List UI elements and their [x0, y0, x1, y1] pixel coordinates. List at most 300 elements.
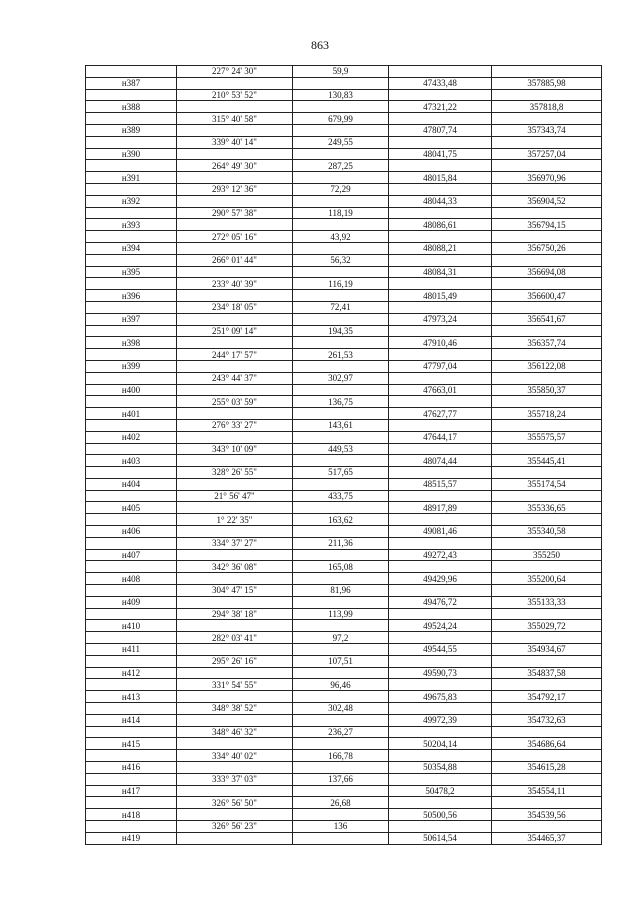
segment-empty-cell	[389, 467, 492, 479]
segment-empty-cell	[389, 632, 492, 644]
point-empty-cell	[293, 101, 389, 113]
segment-empty-cell	[86, 608, 177, 620]
segment-empty-cell	[86, 514, 177, 526]
point-empty-cell	[177, 738, 293, 750]
point-empty-cell	[293, 384, 389, 396]
segment-empty-cell	[389, 679, 492, 691]
segment-row	[86, 585, 602, 597]
segment-length-cell: 107,51	[293, 655, 389, 667]
y-coordinate-cell: 356600,47	[492, 290, 602, 302]
segment-row	[86, 679, 602, 691]
segment-length-cell: 43,92	[293, 231, 389, 243]
segment-empty-cell	[86, 372, 177, 384]
segment-empty-cell	[492, 750, 602, 762]
y-coordinate-cell: 357343,74	[492, 124, 602, 136]
point-empty-cell	[293, 360, 389, 372]
segment-empty-cell	[389, 183, 492, 195]
direction-angle-cell: 233° 40' 39"	[177, 278, 293, 290]
segment-length-cell: 163,62	[293, 514, 389, 526]
segment-row	[86, 113, 602, 125]
segment-row	[86, 443, 602, 455]
direction-angle-cell: 326° 56' 23"	[177, 821, 293, 833]
point-row	[86, 526, 602, 538]
point-empty-cell	[293, 313, 389, 325]
point-row	[86, 738, 602, 750]
point-id-cell: н393	[86, 219, 177, 231]
point-empty-cell	[177, 667, 293, 679]
point-id-cell: н397	[86, 313, 177, 325]
point-empty-cell	[293, 549, 389, 561]
point-empty-cell	[293, 738, 389, 750]
segment-length-cell: 113,99	[293, 608, 389, 620]
point-empty-cell	[293, 408, 389, 420]
segment-empty-cell	[492, 490, 602, 502]
direction-angle-cell: 328° 26' 55"	[177, 467, 293, 479]
segment-empty-cell	[492, 514, 602, 526]
point-empty-cell	[293, 242, 389, 254]
point-empty-cell	[177, 573, 293, 585]
segment-empty-cell	[389, 254, 492, 266]
point-empty-cell	[293, 809, 389, 821]
point-empty-cell	[177, 337, 293, 349]
segment-empty-cell	[389, 443, 492, 455]
direction-angle-cell: 290° 57' 38"	[177, 207, 293, 219]
point-row	[86, 785, 602, 797]
segment-empty-cell	[492, 231, 602, 243]
segment-empty-cell	[86, 703, 177, 715]
point-id-cell: н408	[86, 573, 177, 585]
point-empty-cell	[177, 502, 293, 514]
x-coordinate-cell: 47321,22	[389, 101, 492, 113]
point-empty-cell	[293, 596, 389, 608]
segment-empty-cell	[389, 773, 492, 785]
direction-angle-cell: 264° 49' 30"	[177, 160, 293, 172]
point-row	[86, 101, 602, 113]
segment-empty-cell	[86, 89, 177, 101]
point-id-cell: н402	[86, 431, 177, 443]
point-empty-cell	[293, 290, 389, 302]
point-empty-cell	[177, 762, 293, 774]
segment-empty-cell	[492, 278, 602, 290]
segment-row	[86, 66, 602, 78]
segment-empty-cell	[86, 396, 177, 408]
segment-empty-cell	[492, 254, 602, 266]
point-row	[86, 242, 602, 254]
point-empty-cell	[177, 596, 293, 608]
segment-empty-cell	[86, 490, 177, 502]
page-number: 863	[311, 38, 329, 52]
point-id-cell: н401	[86, 408, 177, 420]
point-id-cell: н406	[86, 526, 177, 538]
segment-empty-cell	[492, 726, 602, 738]
segment-length-cell: 433,75	[293, 490, 389, 502]
direction-angle-cell: 293° 12' 36"	[177, 183, 293, 195]
segment-empty-cell	[492, 89, 602, 101]
x-coordinate-cell: 50500,56	[389, 809, 492, 821]
segment-empty-cell	[86, 679, 177, 691]
x-coordinate-cell: 50614,54	[389, 832, 492, 844]
y-coordinate-cell: 357885,98	[492, 77, 602, 89]
point-empty-cell	[293, 620, 389, 632]
segment-empty-cell	[492, 207, 602, 219]
point-empty-cell	[293, 172, 389, 184]
point-id-cell: н390	[86, 148, 177, 160]
y-coordinate-cell: 355340,58	[492, 526, 602, 538]
y-coordinate-cell: 355250	[492, 549, 602, 561]
segment-length-cell: 166,78	[293, 750, 389, 762]
segment-empty-cell	[86, 561, 177, 573]
segment-empty-cell	[86, 113, 177, 125]
segment-row	[86, 632, 602, 644]
segment-empty-cell	[86, 467, 177, 479]
point-empty-cell	[293, 337, 389, 349]
y-coordinate-cell: 356694,08	[492, 266, 602, 278]
x-coordinate-cell: 48917,89	[389, 502, 492, 514]
point-id-cell: н411	[86, 644, 177, 656]
point-id-cell: н417	[86, 785, 177, 797]
x-coordinate-cell: 47644,17	[389, 431, 492, 443]
point-id-cell: н415	[86, 738, 177, 750]
point-empty-cell	[293, 762, 389, 774]
point-row	[86, 596, 602, 608]
point-row	[86, 195, 602, 207]
segment-length-cell: 302,97	[293, 372, 389, 384]
point-empty-cell	[293, 219, 389, 231]
segment-empty-cell	[86, 585, 177, 597]
point-empty-cell	[177, 408, 293, 420]
segment-empty-cell	[492, 632, 602, 644]
point-id-cell: н405	[86, 502, 177, 514]
point-id-cell: н395	[86, 266, 177, 278]
segment-empty-cell	[86, 537, 177, 549]
x-coordinate-cell: 47433,48	[389, 77, 492, 89]
segment-empty-cell	[389, 750, 492, 762]
segment-empty-cell	[492, 113, 602, 125]
segment-empty-cell	[389, 821, 492, 833]
direction-angle-cell: 282° 03' 41"	[177, 632, 293, 644]
segment-empty-cell	[492, 608, 602, 620]
segment-length-cell: 261,53	[293, 349, 389, 361]
segment-empty-cell	[86, 183, 177, 195]
x-coordinate-cell: 48044,33	[389, 195, 492, 207]
segment-row	[86, 136, 602, 148]
segment-empty-cell	[86, 797, 177, 809]
y-coordinate-cell: 357257,04	[492, 148, 602, 160]
point-empty-cell	[293, 195, 389, 207]
point-empty-cell	[177, 219, 293, 231]
segment-empty-cell	[492, 537, 602, 549]
point-id-cell: н418	[86, 809, 177, 821]
segment-empty-cell	[389, 372, 492, 384]
segment-empty-cell	[492, 679, 602, 691]
point-row	[86, 762, 602, 774]
segment-empty-cell	[86, 254, 177, 266]
point-row	[86, 313, 602, 325]
point-id-cell: н414	[86, 714, 177, 726]
segment-empty-cell	[389, 537, 492, 549]
point-empty-cell	[177, 644, 293, 656]
direction-angle-cell: 315° 40' 58"	[177, 113, 293, 125]
point-row	[86, 644, 602, 656]
y-coordinate-cell: 355850,37	[492, 384, 602, 396]
segment-row	[86, 797, 602, 809]
segment-row	[86, 254, 602, 266]
y-coordinate-cell: 356122,08	[492, 360, 602, 372]
point-empty-cell	[177, 549, 293, 561]
point-id-cell: н407	[86, 549, 177, 561]
point-empty-cell	[177, 714, 293, 726]
point-empty-cell	[293, 431, 389, 443]
segment-empty-cell	[86, 136, 177, 148]
point-row	[86, 431, 602, 443]
segment-length-cell: 679,99	[293, 113, 389, 125]
point-row	[86, 832, 602, 844]
segment-length-cell: 136,75	[293, 396, 389, 408]
segment-empty-cell	[492, 773, 602, 785]
point-id-cell: н413	[86, 691, 177, 703]
point-row	[86, 290, 602, 302]
point-empty-cell	[177, 832, 293, 844]
point-empty-cell	[293, 77, 389, 89]
segment-row	[86, 207, 602, 219]
segment-empty-cell	[492, 325, 602, 337]
point-row	[86, 172, 602, 184]
direction-angle-cell: 234° 18' 05"	[177, 301, 293, 313]
x-coordinate-cell: 48074,44	[389, 455, 492, 467]
point-empty-cell	[177, 242, 293, 254]
y-coordinate-cell: 355200,64	[492, 573, 602, 585]
segment-empty-cell	[492, 655, 602, 667]
y-coordinate-cell: 355336,65	[492, 502, 602, 514]
segment-empty-cell	[389, 490, 492, 502]
segment-row	[86, 703, 602, 715]
direction-angle-cell: 210° 53' 52"	[177, 89, 293, 101]
point-id-cell: н400	[86, 384, 177, 396]
x-coordinate-cell: 48041,75	[389, 148, 492, 160]
x-coordinate-cell: 49590,73	[389, 667, 492, 679]
y-coordinate-cell: 354732,63	[492, 714, 602, 726]
segment-empty-cell	[389, 207, 492, 219]
direction-angle-cell: 334° 37' 27"	[177, 537, 293, 549]
y-coordinate-cell: 355445,41	[492, 455, 602, 467]
direction-angle-cell: 333° 37' 03"	[177, 773, 293, 785]
segment-length-cell: 56,32	[293, 254, 389, 266]
segment-empty-cell	[86, 349, 177, 361]
point-empty-cell	[293, 785, 389, 797]
direction-angle-cell: 348° 38' 52"	[177, 703, 293, 715]
segment-row	[86, 608, 602, 620]
segment-length-cell: 165,08	[293, 561, 389, 573]
segment-row	[86, 537, 602, 549]
x-coordinate-cell: 48015,84	[389, 172, 492, 184]
point-empty-cell	[177, 266, 293, 278]
segment-empty-cell	[86, 821, 177, 833]
segment-length-cell: 136	[293, 821, 389, 833]
y-coordinate-cell: 355718,24	[492, 408, 602, 420]
segment-length-cell: 130,83	[293, 89, 389, 101]
point-id-cell: н388	[86, 101, 177, 113]
segment-empty-cell	[389, 561, 492, 573]
segment-row	[86, 183, 602, 195]
x-coordinate-cell: 47807,74	[389, 124, 492, 136]
point-id-cell: н419	[86, 832, 177, 844]
segment-length-cell: 249,55	[293, 136, 389, 148]
segment-length-cell: 72,29	[293, 183, 389, 195]
point-empty-cell	[177, 290, 293, 302]
segment-empty-cell	[86, 750, 177, 762]
segment-row	[86, 396, 602, 408]
x-coordinate-cell: 49524,24	[389, 620, 492, 632]
x-coordinate-cell: 47797,04	[389, 360, 492, 372]
point-empty-cell	[177, 172, 293, 184]
direction-angle-cell: 272° 05' 16"	[177, 231, 293, 243]
y-coordinate-cell: 356357,74	[492, 337, 602, 349]
segment-empty-cell	[492, 372, 602, 384]
direction-angle-cell: 295° 26' 16"	[177, 655, 293, 667]
segment-empty-cell	[492, 703, 602, 715]
segment-row	[86, 467, 602, 479]
segment-length-cell: 302,48	[293, 703, 389, 715]
point-id-cell: н391	[86, 172, 177, 184]
direction-angle-cell: 304° 47' 15"	[177, 585, 293, 597]
segment-empty-cell	[492, 585, 602, 597]
segment-empty-cell	[389, 585, 492, 597]
point-empty-cell	[177, 526, 293, 538]
segment-length-cell: 97,2	[293, 632, 389, 644]
direction-angle-cell: 21° 56' 47"	[177, 490, 293, 502]
x-coordinate-cell: 50354,88	[389, 762, 492, 774]
segment-empty-cell	[86, 419, 177, 431]
y-coordinate-cell: 357818,8	[492, 101, 602, 113]
segment-empty-cell	[492, 136, 602, 148]
segment-empty-cell	[492, 797, 602, 809]
segment-length-cell: 59,9	[293, 66, 389, 78]
segment-row	[86, 349, 602, 361]
segment-length-cell: 517,65	[293, 467, 389, 479]
point-empty-cell	[177, 124, 293, 136]
segment-empty-cell	[86, 632, 177, 644]
point-empty-cell	[177, 620, 293, 632]
segment-length-cell: 137,66	[293, 773, 389, 785]
y-coordinate-cell: 354539,56	[492, 809, 602, 821]
segment-empty-cell	[86, 278, 177, 290]
direction-angle-cell: 348° 46' 32"	[177, 726, 293, 738]
x-coordinate-cell: 48084,31	[389, 266, 492, 278]
point-row	[86, 360, 602, 372]
direction-angle-cell: 227° 24' 30"	[177, 66, 293, 78]
y-coordinate-cell: 355575,57	[492, 431, 602, 443]
point-id-cell: н396	[86, 290, 177, 302]
point-empty-cell	[293, 691, 389, 703]
point-empty-cell	[293, 526, 389, 538]
y-coordinate-cell: 355174,54	[492, 478, 602, 490]
direction-angle-cell: 276° 33' 27"	[177, 419, 293, 431]
point-empty-cell	[293, 573, 389, 585]
x-coordinate-cell: 48088,21	[389, 242, 492, 254]
segment-row	[86, 655, 602, 667]
point-row	[86, 549, 602, 561]
segment-row	[86, 325, 602, 337]
segment-length-cell: 194,35	[293, 325, 389, 337]
point-id-cell: н399	[86, 360, 177, 372]
point-row	[86, 478, 602, 490]
segment-empty-cell	[492, 821, 602, 833]
segment-empty-cell	[492, 561, 602, 573]
point-id-cell: н389	[86, 124, 177, 136]
point-id-cell: н392	[86, 195, 177, 207]
segment-length-cell: 236,27	[293, 726, 389, 738]
x-coordinate-cell: 48015,49	[389, 290, 492, 302]
segment-empty-cell	[389, 89, 492, 101]
point-row	[86, 667, 602, 679]
point-empty-cell	[177, 77, 293, 89]
segment-empty-cell	[389, 396, 492, 408]
direction-angle-cell: 251° 09' 14"	[177, 325, 293, 337]
segment-length-cell: 72,41	[293, 301, 389, 313]
coordinates-table	[85, 65, 602, 845]
point-id-cell: н404	[86, 478, 177, 490]
point-row	[86, 124, 602, 136]
point-row	[86, 219, 602, 231]
segment-row	[86, 301, 602, 313]
segment-empty-cell	[492, 66, 602, 78]
x-coordinate-cell: 49675,83	[389, 691, 492, 703]
segment-empty-cell	[492, 349, 602, 361]
segment-empty-cell	[86, 325, 177, 337]
segment-empty-cell	[389, 655, 492, 667]
direction-angle-cell: 326° 56' 50"	[177, 797, 293, 809]
direction-angle-cell: 244° 17' 57"	[177, 349, 293, 361]
segment-empty-cell	[389, 726, 492, 738]
segment-length-cell: 143,61	[293, 419, 389, 431]
segment-empty-cell	[492, 419, 602, 431]
y-coordinate-cell: 354465,37	[492, 832, 602, 844]
point-row	[86, 77, 602, 89]
segment-empty-cell	[389, 113, 492, 125]
direction-angle-cell: 343° 10' 09"	[177, 443, 293, 455]
segment-row	[86, 561, 602, 573]
point-id-cell: н403	[86, 455, 177, 467]
point-id-cell: н394	[86, 242, 177, 254]
segment-empty-cell	[389, 66, 492, 78]
segment-row	[86, 89, 602, 101]
y-coordinate-cell: 354686,64	[492, 738, 602, 750]
x-coordinate-cell: 49972,39	[389, 714, 492, 726]
point-empty-cell	[177, 431, 293, 443]
segment-empty-cell	[86, 231, 177, 243]
point-row	[86, 620, 602, 632]
segment-empty-cell	[492, 467, 602, 479]
segment-empty-cell	[86, 160, 177, 172]
point-empty-cell	[293, 667, 389, 679]
x-coordinate-cell: 47973,24	[389, 313, 492, 325]
point-empty-cell	[293, 478, 389, 490]
point-id-cell: н412	[86, 667, 177, 679]
direction-angle-cell: 339° 40' 14"	[177, 136, 293, 148]
direction-angle-cell: 331° 54' 55"	[177, 679, 293, 691]
point-id-cell: н410	[86, 620, 177, 632]
x-coordinate-cell: 47910,46	[389, 337, 492, 349]
x-coordinate-cell: 48515,57	[389, 478, 492, 490]
segment-empty-cell	[389, 514, 492, 526]
x-coordinate-cell: 47627,77	[389, 408, 492, 420]
segment-empty-cell	[492, 443, 602, 455]
x-coordinate-cell: 48086,61	[389, 219, 492, 231]
x-coordinate-cell: 50204,14	[389, 738, 492, 750]
direction-angle-cell: 294° 38' 18"	[177, 608, 293, 620]
point-row	[86, 337, 602, 349]
point-empty-cell	[293, 455, 389, 467]
